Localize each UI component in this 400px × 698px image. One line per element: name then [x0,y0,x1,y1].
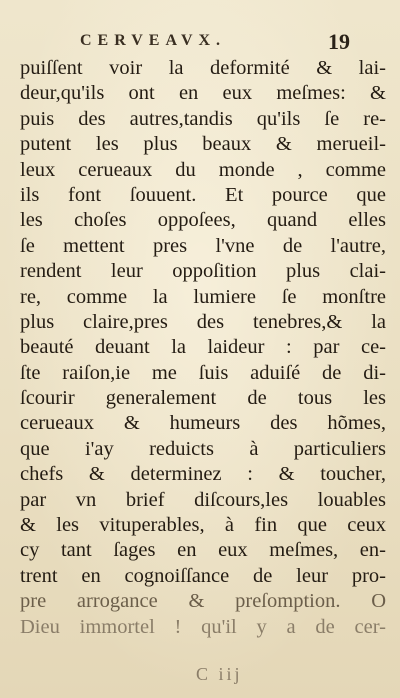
text-line-13: ſte raiſon,ie me ſuis aduiſé de di- [20,361,386,384]
text-line-15: cerueaux & humeurs des hõmes, [20,412,386,435]
text-line-9: rendent leur oppoſition plus clai- [20,260,386,283]
text-line-17: chefs & determinez : & toucher, [20,463,386,486]
text-line-10: re, comme la lumiere ſe monſtre [20,285,386,308]
text-line-18: par vn brief diſcours,les louables [20,488,386,511]
text-line-11: plus claire,pres des tenebres,& la [20,310,386,333]
text-line-14: ſcourir generalement de tous les [20,387,386,410]
text-line-23: Dieu immortel ! qu'il y a de cer- [20,615,386,638]
text-line-7: les choſes oppoſees, quand elles [20,209,386,232]
text-line-21: trent en cognoiſſance de leur pro- [20,564,386,587]
body-text [20,56,386,640]
text-line-22: pre arrogance & preſomption. O [20,590,386,613]
text-line-3: puis des autres,tandis qu'ils ſe re- [20,107,386,130]
text-line-1: puiſſent voir la deformité & lai- [20,57,386,79]
text-line-20: cy tant ſages en eux meſmes, en- [20,539,386,562]
text-line-5: leux cerueaux du monde , comme [20,158,386,181]
text-line-6: ils font ſouuent. Et pource que [20,183,386,206]
running-title: CERVEAVX. [80,32,227,49]
signature-mark: C iij [196,664,243,684]
text-line-16: que i'ay reduicts à particuliers [20,437,386,460]
running-head [80,29,350,58]
text-line-4: putent les plus beaux & merueil- [20,133,386,156]
text-line-19: & les vituperables, à fin que ceux [20,514,386,537]
page-number: 19 [328,29,350,54]
text-line-2: deur,qu'ils ont en eux meſmes: & [20,82,386,105]
text-line-8: ſe mettent pres l'vne de l'autre, [20,234,386,257]
text-line-12: beauté deuant la laideur : par ce- [20,336,386,359]
